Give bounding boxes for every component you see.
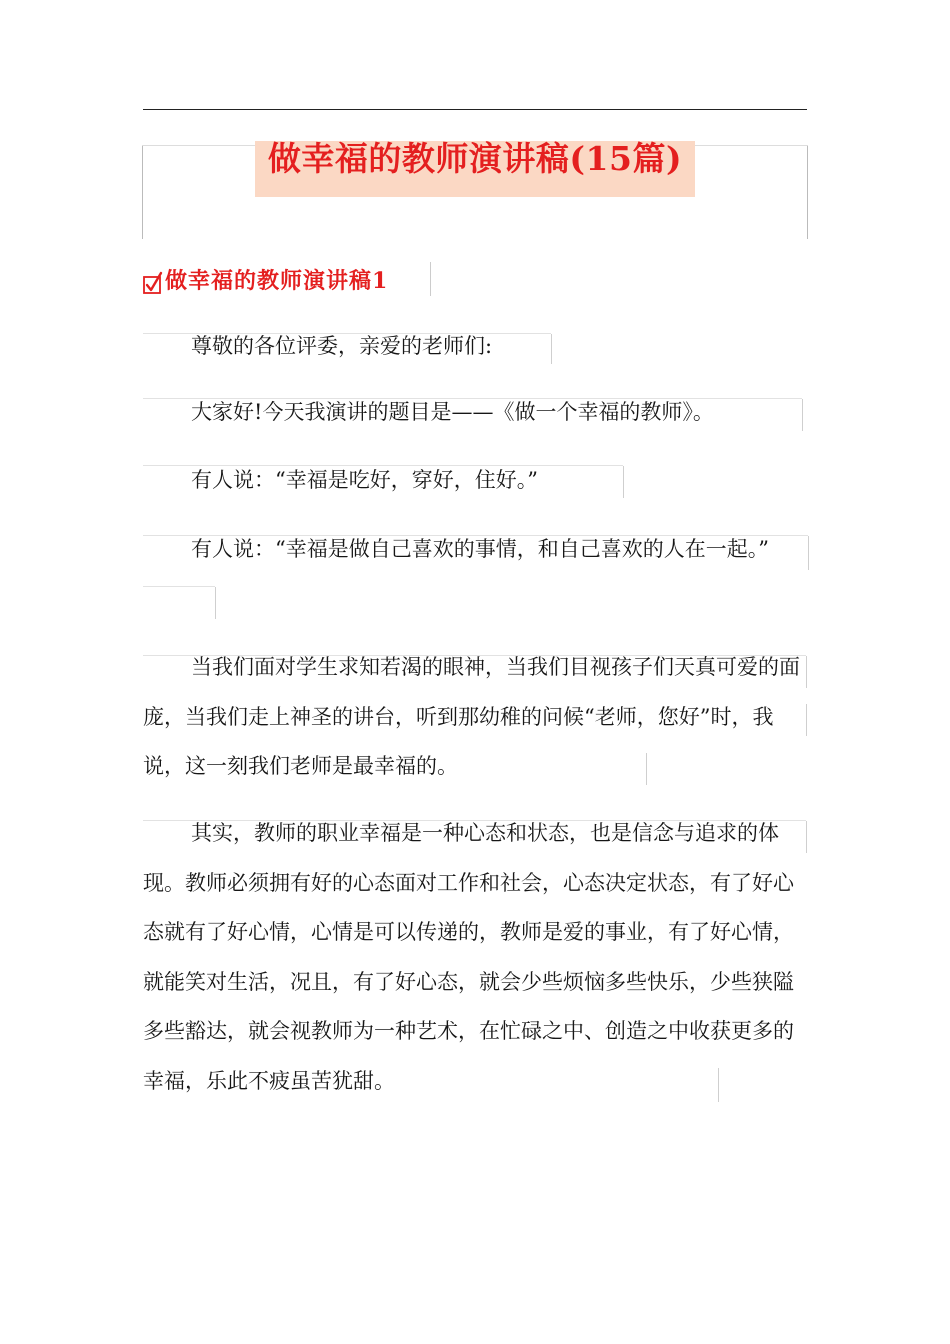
section-heading [143,259,388,299]
header-rule [143,109,807,110]
para-frame [143,586,215,587]
title-frame-left-edge [142,146,143,239]
paragraph-salutation: 尊敬的各位评委，亲爱的老师们: [191,334,493,358]
paragraph-happiness: 其实，教师的职业幸福是一种心态和状态，也是信念与追求的体现。教师必须拥有好的心态面对工作和社会，心态决定状态，有了好心态就有了好心情，心情是可以传递的，教师是爱的事业，有了好心情，就能笑对生活，况且，有了好心态，就会少些烦恼多些快乐，少些狭隘多些豁达，就会视教师为一种艺术，在忙碌之中、创造之中收获更多的幸福，乐此不疲虽苦犹甜。 [143,821,794,1093]
heading-frame-edge [430,262,431,296]
page-title: 做幸福的教师演讲稿(15篇) [267,139,683,178]
paragraph-quote-2: 有人说：“幸福是做自己喜欢的事情，和自己喜欢的人在一起。” [191,537,769,561]
checkbox-checked-icon [143,271,163,295]
paragraph-greeting: 大家好!今天我演讲的题目是——《做一个幸福的教师》。 [191,400,714,424]
section-heading-text: 做幸福的教师演讲稿1 [165,267,389,294]
title-frame-right-edge [807,146,808,239]
para-frame-edge [215,587,216,619]
paragraph-moment: 当我们面对学生求知若渴的眼神，当我们目视孩子们天真可爱的面庞，当我们走上神圣的讲台，听到那幼稚的问候“老师，您好”时，我说，这一刻我们老师是最幸福的。 [143,655,800,778]
paragraph-quote-1: 有人说：“幸福是吃好，穿好，住好。” [191,468,538,492]
